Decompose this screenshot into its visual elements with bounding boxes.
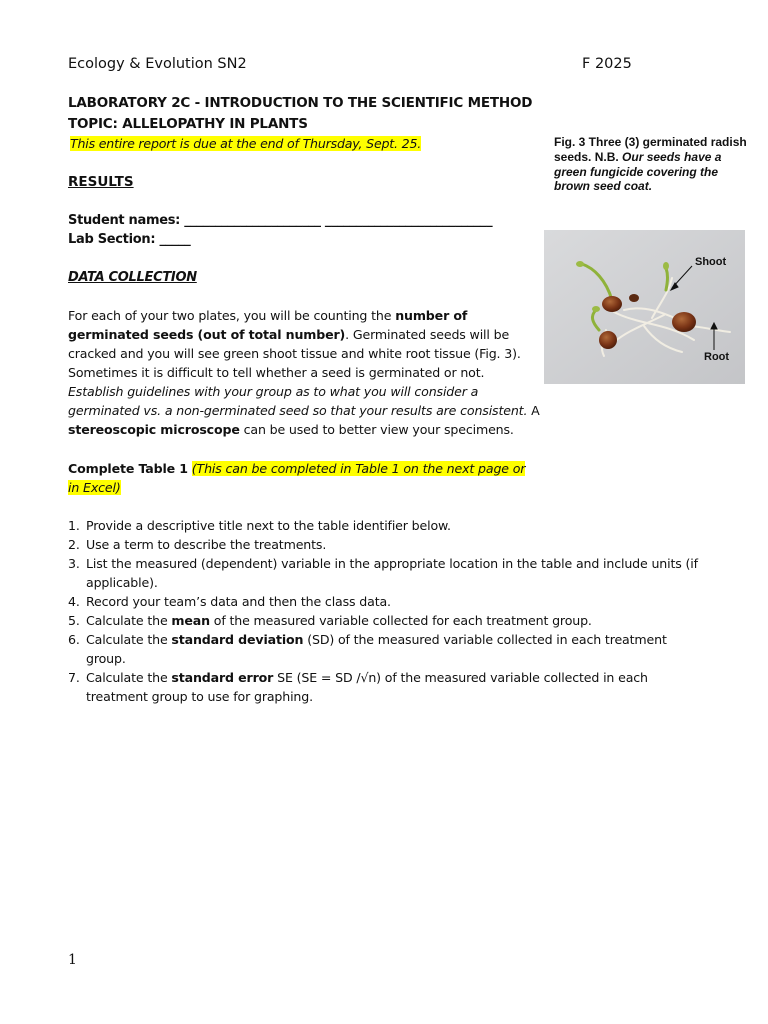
figure-caption-note: Our seeds have a green fungicide covering the brown seed coat.: [554, 149, 722, 194]
topic-title: TOPIC: ALLELOPATHY IN PLANTS: [68, 116, 308, 132]
step-text: List the measured (dependent) variable in the appropriate location in the table and include units (if applicable).: [86, 556, 698, 590]
instruction-step: [68, 630, 708, 668]
step-number: 6.: [68, 632, 80, 647]
instruction-step: [68, 554, 708, 592]
complete-table-heading: [68, 459, 538, 497]
instruction-list: [68, 516, 708, 706]
student-names-field: Student names: ______________________ ___________________________: [68, 213, 493, 228]
para-bold-germinated: number of germinated seeds (out of total number): [68, 308, 468, 342]
para-italic-guidelines: Establish guidelines with your group as to what you will consider a germinated vs. a non-germinated seed so that your results are consistent.: [68, 384, 528, 418]
figure-caption: [554, 135, 750, 194]
step-number: 1.: [68, 518, 80, 533]
step-text-rest: (SD) of the measured variable collected in each treatment group.: [86, 632, 667, 666]
step-number: 5.: [68, 613, 80, 628]
para-text-3: A: [527, 403, 540, 418]
data-collection-paragraph: [68, 306, 542, 439]
para-text-2: . Germinated seeds will be cracked and you will see green shoot tissue and white root tissue (Fig. 3). Sometimes it is difficult to tell whether a seed is germinated or not.: [68, 327, 521, 380]
para-text-1: For each of your two plates, you will be counting the: [68, 308, 396, 323]
step-number: 7.: [68, 670, 80, 685]
lab-title: LABORATORY 2C - INTRODUCTION TO THE SCIENTIFIC METHOD: [68, 95, 533, 111]
instruction-step: [68, 535, 708, 554]
due-notice-text: This entire report is due at the end of Thursday, Sept. 25.: [70, 136, 422, 151]
step-text-rest: SE (SE = SD /√n) of the measured variable collected in each treatment group to use for graphing.: [86, 670, 648, 704]
instruction-step: [68, 516, 708, 535]
step-number: 4.: [68, 594, 80, 609]
page-number: 1: [68, 952, 77, 968]
step-text: Calculate the: [86, 632, 172, 647]
step-bold-term: standard error: [171, 670, 274, 685]
instruction-step: [68, 668, 708, 706]
due-notice: [70, 136, 421, 151]
step-number: 3.: [68, 556, 80, 571]
germinated-seeds-photo: [544, 230, 745, 384]
step-text-rest: of the measured variable collected for each treatment group.: [209, 613, 592, 628]
para-text-4: can be used to better view your specimens.: [239, 422, 514, 437]
figure-caption-lead: Fig. 3 Three (3) germinated radish seeds. N.B.: [554, 135, 747, 164]
root-label: Root: [704, 351, 730, 363]
lab-section-field: Lab Section: _____: [68, 232, 191, 247]
shoot-label: Shoot: [695, 256, 727, 268]
step-bold-term: standard deviation: [171, 632, 304, 647]
instruction-step: [68, 592, 708, 611]
complete-table-label: Complete Table 1: [68, 461, 188, 476]
step-number: 2.: [68, 537, 80, 552]
para-bold-microscope: stereoscopic microscope: [68, 422, 240, 437]
step-text: Record your team’s data and then the class data.: [86, 594, 391, 609]
step-text: Provide a descriptive title next to the table identifier below.: [86, 518, 451, 533]
data-collection-heading: DATA COLLECTION: [68, 270, 197, 285]
step-bold-term: mean: [171, 613, 210, 628]
instruction-step: [68, 611, 708, 630]
step-text: Use a term to describe the treatments.: [86, 537, 327, 552]
term-header: F 2025: [582, 56, 632, 72]
results-heading: RESULTS: [68, 174, 134, 190]
step-text: Calculate the: [86, 613, 172, 628]
course-header: Ecology & Evolution SN2: [68, 56, 247, 72]
complete-table-note: (This can be completed in Table 1 on the next page or in Excel): [68, 461, 526, 495]
step-text: Calculate the: [86, 670, 172, 685]
